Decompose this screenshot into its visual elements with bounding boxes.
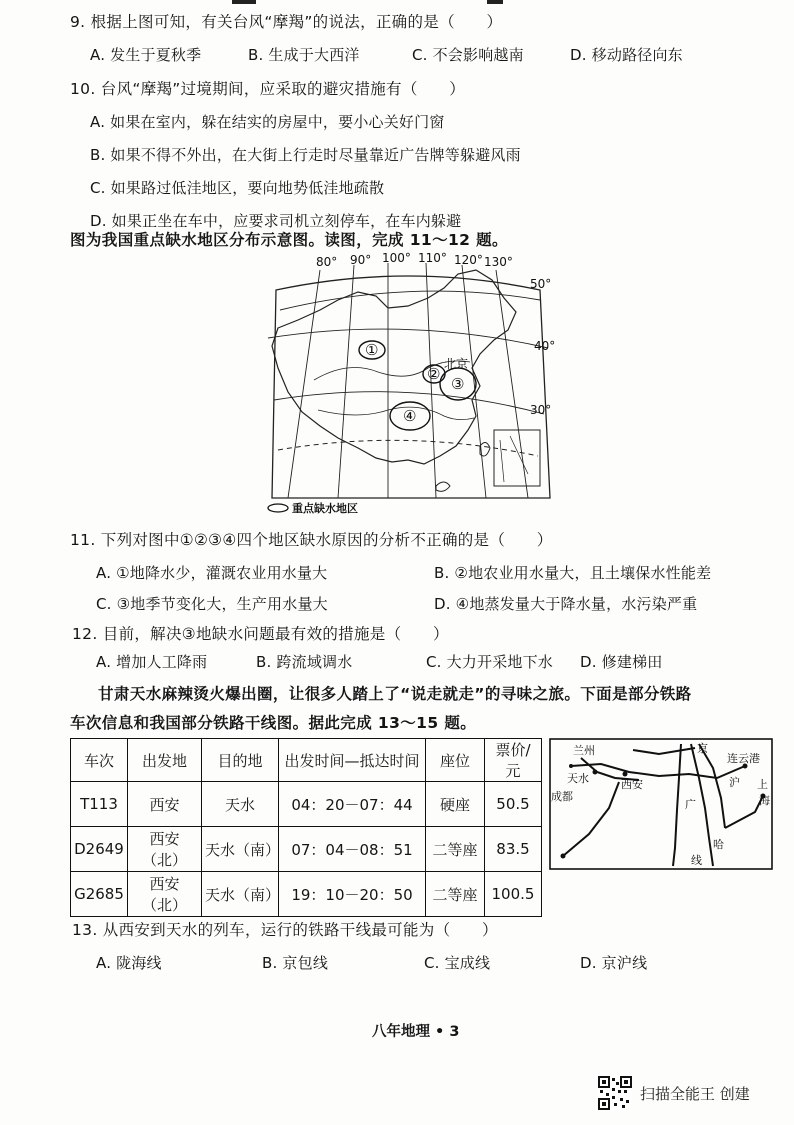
q12-option-c: C. 大力开采地下水 xyxy=(426,653,554,671)
jingbao-line xyxy=(633,748,695,754)
longitude-label: 100° xyxy=(382,251,411,265)
south-china-sea-inset xyxy=(494,430,540,486)
q13-option-d: D. 京沪线 xyxy=(580,954,648,972)
label-jing: 京 xyxy=(697,742,708,755)
label-guang: 广 xyxy=(685,798,696,811)
header-price: 票价/元 xyxy=(485,739,542,782)
legend-symbol xyxy=(268,504,288,512)
q10-option-a: A. 如果在室内，躲在结实的房屋中，要小心关好门窗 xyxy=(90,113,445,131)
railway-map xyxy=(549,738,773,870)
label-hai: 海 xyxy=(759,794,770,807)
longitude-label: 80° xyxy=(316,255,338,269)
q11-option-b: B. ②地农业用水量大，且土壤保水性能差 xyxy=(434,564,712,582)
label-xian-line: 线 xyxy=(691,854,702,867)
question-12-stem: 12. 目前，解决③地缺水问题最有效的措施是（ ） xyxy=(72,625,449,643)
q10-option-d: D. 如果正坐在车中，应要求司机立刻停车，在车内躲避 xyxy=(90,212,462,230)
label-tianshui: 天水 xyxy=(567,772,589,785)
cell-departure: 西安 xyxy=(128,782,202,827)
longitude-label: 120° xyxy=(454,253,483,267)
q9-option-a: A. 发生于夏秋季 xyxy=(90,46,202,64)
q11-option-d: D. ④地蒸发量大于降水量，水污染严重 xyxy=(434,595,698,613)
cell-destination: 天水（南） xyxy=(202,872,279,917)
beijing-label: 北京 xyxy=(444,357,469,371)
table-header-row xyxy=(71,739,542,782)
cell-destination: 天水（南） xyxy=(202,827,279,872)
label-hu: 沪 xyxy=(729,776,740,789)
cell-train-no: G2685 xyxy=(71,872,128,917)
page-footer: 八年地理 • 3 xyxy=(372,1024,460,1040)
lanxin-link xyxy=(581,758,639,780)
q10-option-c: C. 如果路过低洼地区，要向地势低洼地疏散 xyxy=(90,179,385,197)
cell-time: 19：10－20：50 xyxy=(279,872,426,917)
cell-departure: 西安（北） xyxy=(128,872,202,917)
table-row xyxy=(71,827,542,872)
water-shortage-map xyxy=(258,250,558,518)
label-shang: 上 xyxy=(757,778,768,791)
meridian-90 xyxy=(338,265,354,498)
marker-1: ① xyxy=(365,341,379,359)
cell-destination: 天水 xyxy=(202,782,279,827)
header-train-no: 车次 xyxy=(71,739,128,782)
tropic-line xyxy=(278,440,538,456)
q11-option-c: C. ③地季节变化大，生产用水量大 xyxy=(96,595,328,613)
marker-4: ④ xyxy=(403,407,417,425)
huhang-line xyxy=(725,796,763,828)
scan-artifact xyxy=(232,0,256,4)
qr-code-icon xyxy=(598,1076,632,1110)
q9-option-d: D. 移动路径向东 xyxy=(570,46,683,64)
hainan-island xyxy=(436,482,450,491)
legend-label: 重点缺水地区 xyxy=(292,502,358,515)
cell-seat: 二等座 xyxy=(426,872,485,917)
table-row xyxy=(71,782,542,827)
header-time: 出发时间—抵达时间 xyxy=(279,739,426,782)
cell-time: 07：04－08：51 xyxy=(279,827,426,872)
label-ha: 哈 xyxy=(713,838,724,851)
q12-option-a: A. 增加人工降雨 xyxy=(96,653,208,671)
cell-train-no: D2649 xyxy=(71,827,128,872)
header-departure: 出发地 xyxy=(128,739,202,782)
q13-option-a: A. 陇海线 xyxy=(96,954,162,972)
longitude-label: 90° xyxy=(350,253,372,267)
cell-seat: 硬座 xyxy=(426,782,485,827)
cell-time: 04：20－07：44 xyxy=(279,782,426,827)
latitude-label: 40° xyxy=(534,339,556,353)
longitude-label: 110° xyxy=(418,251,447,265)
cell-price: 100.5 xyxy=(485,872,542,917)
header-seat: 座位 xyxy=(426,739,485,782)
jinghu-line xyxy=(699,744,725,828)
intro-questions-11-12: 图为我国重点缺水地区分布示意图。读图，完成 11～12 题。 xyxy=(70,231,508,249)
scanner-watermark: 扫描全能王 创建 xyxy=(640,1085,750,1103)
marker-3: ③ xyxy=(451,375,465,393)
q9-option-b: B. 生成于大西洋 xyxy=(248,46,360,64)
question-13-stem: 13. 从西安到天水的列车，运行的铁路干线最可能为（ ） xyxy=(72,921,498,939)
q11-option-a: A. ①地降水少，灌溉农业用水量大 xyxy=(96,564,328,582)
map-frame xyxy=(272,276,550,498)
question-11-stem: 11. 下列对图中①②③④四个地区缺水原因的分析不正确的是（ ） xyxy=(70,531,553,549)
q12-option-d: D. 修建梯田 xyxy=(580,653,663,671)
q12-option-b: B. 跨流域调水 xyxy=(256,653,353,671)
marker-2: ② xyxy=(427,365,441,383)
q10-option-b: B. 如果不得不外出，在大街上行走时尽量靠近广告牌等躲避风雨 xyxy=(90,146,521,164)
cell-train-no: T113 xyxy=(71,782,128,827)
question-10-stem: 10. 台风“摩羯”过境期间，应采取的避灾措施有（ ） xyxy=(70,80,466,98)
label-lanzhou: 兰州 xyxy=(573,744,595,757)
latitude-label: 50° xyxy=(530,277,552,291)
map-legend xyxy=(268,501,358,515)
cell-price: 83.5 xyxy=(485,827,542,872)
intro-questions-13-15-line1: 甘肃天水麻辣烫火爆出圈，让很多人踏上了“说走就走”的寻味之旅。下面是部分铁路 xyxy=(98,685,692,703)
yangtze-river xyxy=(318,407,474,420)
label-xian: 西安 xyxy=(621,778,643,791)
header-destination: 目的地 xyxy=(202,739,279,782)
latitude-label: 30° xyxy=(530,403,552,417)
cell-price: 50.5 xyxy=(485,782,542,827)
q9-option-c: C. 不会影响越南 xyxy=(412,46,524,64)
train-schedule-table xyxy=(70,738,542,917)
longitude-label: 130° xyxy=(484,255,513,269)
table-row xyxy=(71,872,542,917)
jingguang-line xyxy=(673,744,681,866)
scan-artifact xyxy=(487,0,503,4)
question-9-stem: 9. 根据上图可知，有关台风“摩羯”的说法，正确的是（ ） xyxy=(70,13,503,31)
q13-option-b: B. 京包线 xyxy=(262,954,329,972)
cell-departure: 西安（北） xyxy=(128,827,202,872)
label-lianyungang: 连云港 xyxy=(727,752,760,765)
q13-option-c: C. 宝成线 xyxy=(424,954,491,972)
intro-questions-13-15-line2: 车次信息和我国部分铁路干线图。据此完成 13～15 题。 xyxy=(70,714,477,732)
cell-seat: 二等座 xyxy=(426,827,485,872)
meridian-120 xyxy=(462,265,486,498)
label-chengdu: 成都 xyxy=(551,790,573,803)
